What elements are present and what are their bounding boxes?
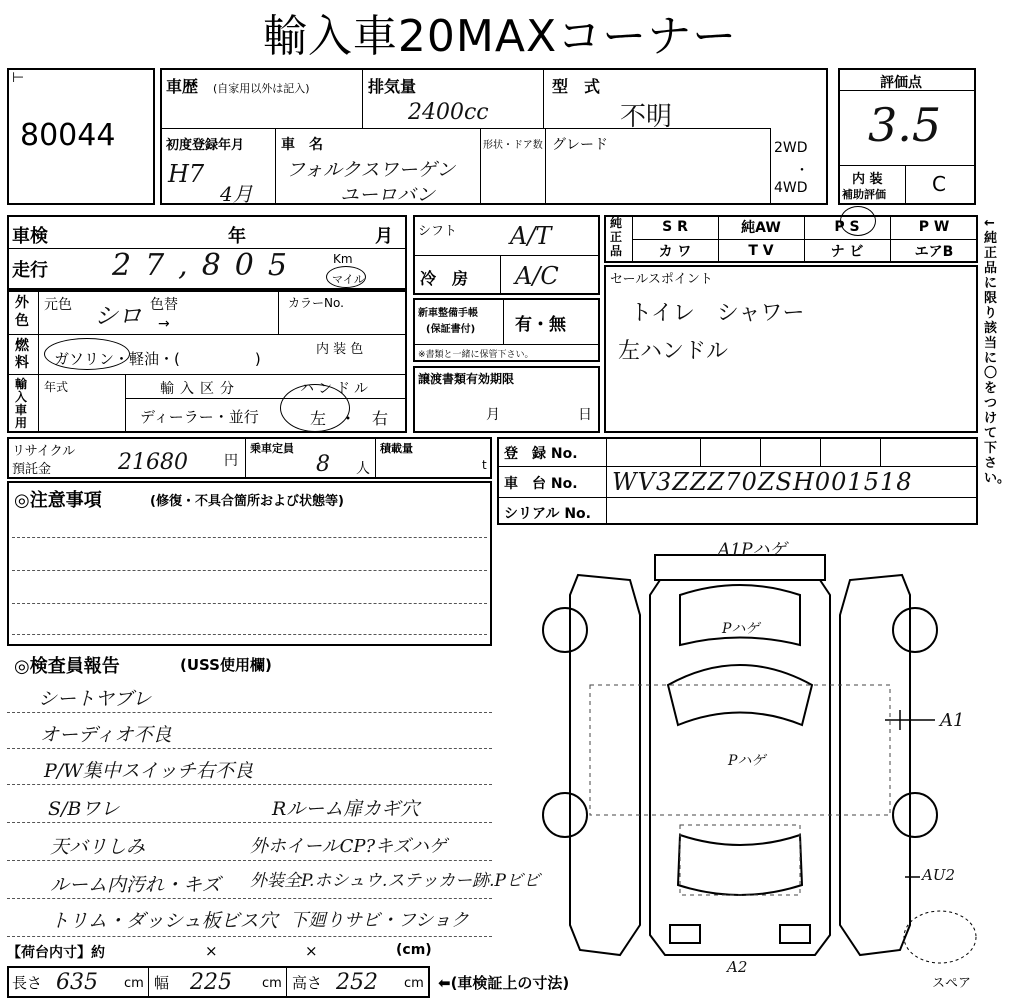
genuine-leather: カ ワ (658, 244, 692, 260)
car-name-line2: ユーロバン (340, 184, 436, 206)
exterior-arrow: → (158, 316, 170, 332)
length-label: 長さ (12, 974, 43, 992)
genuine-aw: 純AW (741, 220, 781, 236)
fuel-options: ガソリン・軽油・( ) (54, 350, 261, 368)
inspection-year: 年 (228, 226, 246, 247)
recycle-label1: リサイクル (12, 444, 76, 459)
genuine-tv: T V (748, 243, 774, 259)
lot-corner-mark: ⊢ (12, 70, 25, 86)
diagram-mark-hood: Pハゲ (722, 621, 760, 637)
chassis-value: WV3ZZZ70ZSH001518 (612, 468, 913, 496)
report-line-5-left: 天バリしみ (50, 836, 146, 858)
report-line-7-right: 下廻りサビ・フショク (290, 910, 469, 931)
lot-number: 80044 (20, 118, 116, 153)
first-reg-year: H7 (168, 160, 205, 188)
genuine-ps: P S (834, 219, 860, 235)
width-label: 幅 (154, 974, 170, 992)
doors-label: 形状・ドア数 (483, 140, 543, 151)
report-line-6-left: ルーム内汚れ・キズ (50, 874, 221, 896)
chassis-label: 車 台 No. (504, 476, 578, 492)
sales-point-label: セールスポイント (610, 272, 713, 287)
mileage-value: 27,805 (112, 248, 301, 283)
width-unit: cm (262, 976, 282, 991)
grade-label: グレード (552, 137, 608, 153)
genuine-navi: ナ ビ (830, 244, 864, 260)
notes-heading: ◎注意事項 (14, 490, 102, 511)
displacement-value: 2400cc (408, 100, 489, 125)
fuel-gasoline-circle (44, 338, 130, 370)
recycle-value: 21680 (118, 450, 188, 475)
transfer-day: 日 (578, 407, 592, 423)
manual-note: ※書類と一緒に保管下さい。 (418, 350, 534, 360)
load-label: 積載量 (380, 442, 413, 455)
report-line-7-left: トリム・ダッシュ板ビス穴 (50, 910, 278, 932)
car-name-line1: フォルクスワーゲン (286, 159, 456, 181)
registration-label: 登 録 No. (504, 446, 578, 462)
notes-sub: (修復・不具合箇所および状態等) (150, 494, 344, 509)
mileage-label: 走行 (12, 260, 48, 281)
serial-label: シリアル No. (504, 506, 591, 522)
capacity-label: 乗車定員 (250, 442, 294, 455)
cargo-x2: × (305, 942, 318, 960)
ac-label: 冷 房 (420, 269, 469, 288)
import-year-label: 年式 (44, 380, 69, 394)
drive-2wd: 2WD (774, 140, 808, 156)
ac-value: A/C (515, 262, 559, 290)
exterior-orig-value: シロ (94, 302, 142, 330)
history-label: 車歴 (166, 77, 199, 96)
genuine-sr: S R (662, 219, 688, 235)
exterior-label: 外色 (15, 295, 29, 329)
recycle-unit: 円 (224, 453, 238, 469)
capacity-unit: 人 (356, 461, 370, 477)
genuine-ps-circle (840, 206, 876, 236)
score-value: 3.5 (868, 98, 942, 152)
report-line-4-right: Rルーム扉カギ穴 (272, 798, 420, 820)
genuine-pw: P W (918, 219, 950, 235)
score-interior-value: C (932, 172, 946, 196)
length-value: 635 (56, 970, 98, 995)
exterior-orig-label: 元色 (44, 297, 72, 313)
inspection-label: 車検 (12, 226, 48, 247)
report-line-4-left: S/Bワレ (48, 798, 120, 820)
report-line-2: オーディオ不良 (40, 724, 172, 746)
diagram-mark-a2: A2 (727, 958, 748, 976)
report-heading: ◎検査員報告 (14, 656, 120, 677)
spare-label: スペア (932, 976, 972, 991)
drive-sep: ・ (795, 163, 809, 179)
capacity-value: 8 (316, 452, 330, 477)
cargo-unit: (cm) (396, 942, 432, 958)
report-line-6-right: 外装全P.ホシュウ.ステッカー跡.Pビビ (250, 871, 540, 891)
transfer-month: 月 (486, 407, 500, 423)
import-label: 輸入車用 (15, 377, 28, 430)
sales-point-line2: 左ハンドル (618, 339, 729, 364)
mileage-unit-mile: マイル (332, 273, 365, 286)
mileage-unit-km: Km (333, 252, 353, 266)
transfer-label: 譲渡書類有効期限 (418, 372, 515, 386)
genuine-side-note: ←純正品に限り該当に〇をつけて下さい。 (984, 216, 1010, 486)
report-line-5-right: 外ホイールCP?キズハゲ (250, 836, 447, 857)
shift-label: シフト (418, 224, 458, 239)
score-interior-label: 内 装 (852, 172, 883, 187)
exterior-change-label: 色替 (150, 297, 178, 313)
width-value: 225 (190, 970, 232, 995)
report-line-3: P/W集中スイッチ右不良 (44, 760, 253, 782)
diagram-mark-au2: AU2 (922, 866, 956, 884)
diagram-mark-roof: Pハゲ (728, 753, 766, 769)
inspection-month: 月 (375, 226, 393, 247)
interior-color-label: 内 装 色 (316, 342, 364, 357)
sales-point-line1: トイレ シャワー (630, 301, 805, 326)
handle-label: ハンドル (300, 381, 372, 397)
color-no-label: カラーNo. (288, 296, 344, 310)
height-value: 252 (336, 970, 378, 995)
handle-left-circle (280, 384, 350, 432)
report-sub: (USS使用欄) (180, 656, 272, 674)
handle-sep: ・ (340, 409, 357, 428)
score-aux-label: 補助評価 (842, 188, 886, 201)
manual-value: 有・無 (515, 315, 566, 335)
handle-left: 左 (310, 409, 327, 428)
fuel-label: 燃料 (15, 338, 29, 371)
length-unit: cm (124, 976, 144, 991)
recycle-label2: 預託金 (12, 462, 52, 477)
history-note: (自家用以外は記入) (213, 82, 310, 95)
score-label: 評価点 (880, 75, 922, 91)
genuine-airbag: エアB (914, 244, 954, 260)
height-label: 高さ (292, 974, 323, 992)
diagram-mark-top: A1Pハゲ (718, 540, 787, 560)
first-reg-month: 4月 (220, 182, 253, 206)
drive-4wd: 4WD (774, 180, 808, 196)
first-reg-label: 初度登録年月 (166, 138, 245, 153)
shift-value: A/T (510, 222, 552, 250)
model-label: 型 式 (552, 77, 601, 96)
cargo-x1: × (205, 942, 218, 960)
height-unit: cm (404, 976, 424, 991)
mileage-km-circle (326, 266, 366, 288)
dimensions-note: ⬅(車検証上の寸法) (438, 974, 570, 992)
diagram-mark-a1: A1 (940, 710, 965, 731)
import-type-options: ディーラー・並行 (140, 408, 259, 426)
manual-label2: (保証書付) (426, 324, 476, 335)
car-name-label: 車 名 (281, 137, 323, 153)
manual-label1: 新車整備手帳 (418, 308, 478, 319)
page-title: 輸入車20MAXコーナー (262, 11, 738, 62)
genuine-label: 純正品 (610, 216, 623, 258)
report-line-1: シートヤブレ (38, 688, 152, 710)
model-value: 不明 (620, 102, 673, 132)
handle-right: 右 (372, 409, 389, 428)
load-unit: t (482, 458, 487, 472)
cargo-label: 【荷台内寸】約 (7, 945, 105, 961)
import-type-label: 輸入区分 (160, 381, 240, 397)
displacement-label: 排気量 (368, 77, 417, 96)
